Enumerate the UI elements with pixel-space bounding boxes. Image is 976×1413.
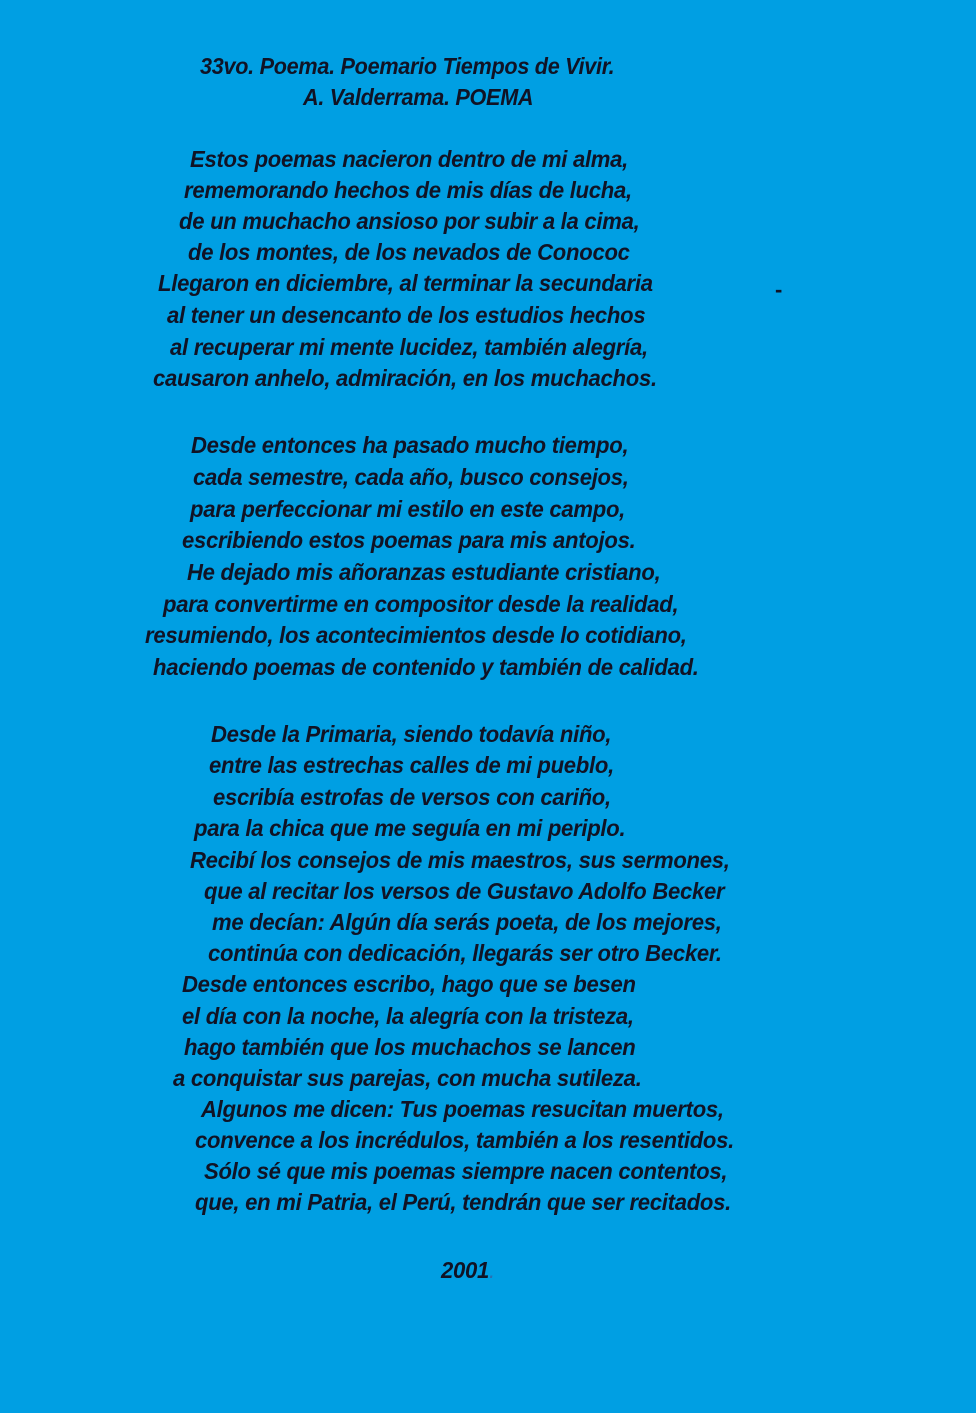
stray-dash-mark: -: [775, 277, 783, 302]
stanza-2-line: Desde entonces ha pasado mucho tiempo,: [191, 432, 629, 458]
stanza-3-line: a conquistar sus parejas, con mucha sutileza.: [173, 1065, 642, 1091]
stanza-3-line: entre las estrechas calles de mi pueblo,: [209, 752, 614, 778]
stanza-1-line: Estos poemas nacieron dentro de mi alma,: [190, 146, 629, 172]
stanza-3-line: Desde entonces escribo, hago que se besen: [182, 971, 636, 997]
stanza-2-line: para perfeccionar mi estilo en este campo,: [190, 496, 626, 522]
stanza-3-line: Recibí los consejos de mis maestros, sus sermones,: [190, 847, 730, 873]
stanza-3-line: Desde la Primaria, siendo todavía niño,: [211, 721, 612, 747]
stanza-2-line: para convertirme en compositor desde la realidad,: [163, 591, 679, 617]
stanza-3-line: me decían: Algún día serás poeta, de los mejores,: [212, 909, 722, 935]
stanza-1-line: de los montes, de los nevados de Conococ: [188, 239, 630, 265]
stanza-3-line: que, en mi Patria, el Perú, tendrán que ser recitados.: [195, 1189, 731, 1215]
stanza-1-line: de un muchacho ansioso por subir a la cima,: [179, 208, 640, 234]
poem-year: [441, 1255, 495, 1286]
stanza-1-line: rememorando hechos de mis días de lucha,: [184, 177, 632, 203]
poem-author-line: A. Valderrama. POEMA: [303, 84, 534, 110]
stanza-2-line: He dejado mis añoranzas estudiante cristiano,: [187, 559, 661, 585]
stanza-3-line: el día con la noche, la alegría con la tristeza,: [182, 1003, 634, 1029]
stanza-1-line: causaron anhelo, admiración, en los muchachos.: [153, 365, 657, 391]
stanza-2-line: haciendo poemas de contenido y también de calidad.: [153, 654, 699, 680]
stanza-1-line: al tener un desencanto de los estudios hechos: [167, 302, 646, 328]
stanza-1-line: Llegaron en diciembre, al terminar la secundaria: [158, 270, 653, 296]
stanza-3-line: hago también que los muchachos se lancen: [184, 1034, 636, 1060]
stanza-3-line: continúa con dedicación, llegarás ser otro Becker.: [208, 940, 722, 966]
stanza-3-line: que al recitar los versos de Gustavo Adolfo Becker: [204, 878, 725, 904]
stanza-2-line: escribiendo estos poemas para mis antojos.: [182, 527, 636, 553]
stanza-3-line: Sólo sé que mis poemas siempre nacen contentos,: [204, 1158, 728, 1184]
year-suffix: .: [489, 1257, 495, 1283]
stanza-3-line: escribía estrofas de versos con cariño,: [213, 784, 611, 810]
poem-title: 33vo. Poema. Poemario Tiempos de Vivir.: [200, 53, 615, 79]
stanza-2-line: cada semestre, cada año, busco consejos,: [193, 464, 629, 490]
year-text: 2001: [441, 1257, 490, 1283]
stanza-3-line: convence a los incrédulos, también a los resentidos.: [195, 1127, 735, 1153]
stanza-2-line: resumiendo, los acontecimientos desde lo cotidiano,: [145, 622, 687, 648]
stanza-1-line: al recuperar mi mente lucidez, también alegría,: [170, 334, 648, 360]
stanza-3-line: para la chica que me seguía en mi periplo.: [194, 815, 626, 841]
stanza-3-line: Algunos me dicen: Tus poemas resucitan muertos,: [201, 1096, 724, 1122]
